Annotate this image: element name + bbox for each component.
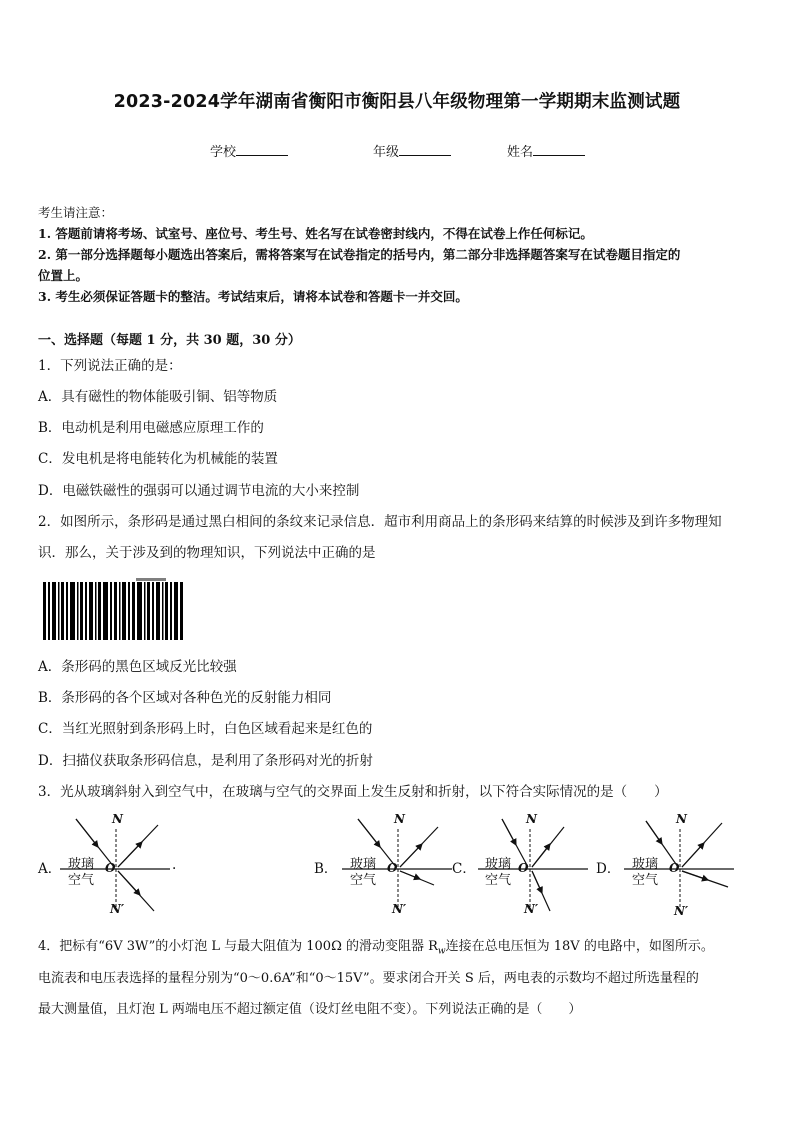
q1-option-d: D．电磁铁磁性的强弱可以通过调节电流的大小来控制 bbox=[38, 483, 360, 499]
page-title: 2023-2024学年湖南省衡阳市衡阳县八年级物理第一学期期末监测试题 bbox=[113, 92, 681, 112]
section-heading: 一、选择题（每题 1 分，共 30 题，30 分） bbox=[38, 333, 301, 348]
q3-b-glass-label: 玻璃 bbox=[350, 857, 377, 872]
notice-item-3: 3. 考生必须保证答题卡的整洁。考试结束后，请将本试卷和答题卡一并交回。 bbox=[38, 289, 468, 304]
q3-a-normal-bottom: N′ bbox=[110, 902, 125, 916]
q3-d-point: O bbox=[669, 861, 680, 875]
q1-option-b: B．电动机是利用电磁感应原理工作的 bbox=[38, 420, 264, 436]
q3-c-air-label: 空气 bbox=[485, 873, 512, 888]
q3-c-normal-top: N bbox=[526, 812, 537, 826]
q3-c-normal-bottom: N′ bbox=[524, 902, 539, 916]
notice-heading: 考生请注意： bbox=[38, 205, 114, 220]
q4-line1 bbox=[38, 935, 714, 957]
q1-option-a: A．具有磁性的物体能吸引铜、铝等物质 bbox=[38, 389, 278, 405]
name-field[interactable] bbox=[507, 141, 585, 160]
q2-option-d: D．扫描仪获取条形码信息，是利用了条形码对光的折射 bbox=[38, 753, 373, 769]
q3-d-glass-label: 玻璃 bbox=[632, 857, 659, 872]
notice-item-2: 2. 第一部分选择题每小题选出答案后，需将答案写在试卷指定的括号内，第二部分非选择题答案写在试卷题目指定的 bbox=[38, 247, 681, 262]
q3-a-point: O bbox=[105, 861, 116, 875]
notice-item-2-cont: 位置上。 bbox=[38, 268, 89, 283]
school-field[interactable] bbox=[210, 141, 288, 160]
school-blank[interactable] bbox=[236, 143, 288, 156]
q3-b-air-label: 空气 bbox=[350, 873, 377, 888]
q2-option-b: B．条形码的各个区域对各种色光的反射能力相同 bbox=[38, 690, 332, 706]
q3-c-glass-label: 玻璃 bbox=[485, 857, 512, 872]
q2-option-a: A．条形码的黑色区域反光比较强 bbox=[38, 659, 237, 675]
grade-blank[interactable] bbox=[399, 143, 451, 156]
name-blank[interactable] bbox=[533, 143, 585, 156]
q1-option-c: C．发电机是将电能转化为机械能的装置 bbox=[38, 451, 278, 467]
q3-a-normal-top: N bbox=[112, 812, 123, 826]
q4-line1-a: 4．把标有“6V 3W”的小灯泡 L 与最大阻值为 100Ω 的滑动变阻器 R bbox=[38, 939, 438, 954]
notice-item-1: 1. 答题前请将考场、试室号、座位号、考生号、姓名写在试卷密封线内，不得在试卷上作任何标记。 bbox=[38, 226, 593, 241]
q3-label-d: D． bbox=[596, 861, 621, 877]
q3-d-normal-bottom: N′ bbox=[674, 904, 689, 918]
q3-b-normal-top: N bbox=[394, 812, 405, 826]
grade-label: 年级 bbox=[373, 145, 400, 160]
q4-line1-b: 连接在总电压恒为 18V 的电路中，如图所示。 bbox=[445, 939, 714, 954]
q3-a-glass-label: 玻璃 bbox=[68, 857, 95, 872]
q3-a-air-label: 空气 bbox=[68, 873, 95, 888]
q1-stem: 1．下列说法正确的是： bbox=[38, 358, 182, 374]
school-label: 学校 bbox=[210, 145, 237, 160]
q3-b-point: O bbox=[387, 861, 398, 875]
q3-label-c: C． bbox=[452, 861, 476, 877]
q3-label-a: A． bbox=[38, 861, 62, 877]
q3-label-b: B． bbox=[314, 861, 338, 877]
q3-d-normal-top: N bbox=[676, 812, 687, 826]
grade-field[interactable] bbox=[373, 141, 451, 160]
q4-line2: 电流表和电压表选择的量程分别为“0～0.6A”和“0～15V”。要求闭合开关 S 后，两电表的示数均不超过所选量程的 bbox=[38, 971, 699, 986]
q4-rw-subscript: w bbox=[437, 946, 446, 957]
q2-stem-line2: 识．那么，关于涉及到的物理知识，下列说法中正确的是 bbox=[38, 545, 376, 561]
q3-d-air-label: 空气 bbox=[632, 873, 659, 888]
q3-b-normal-bottom: N′ bbox=[392, 902, 407, 916]
q2-option-c: C．当红光照射到条形码上时，白色区域看起来是红色的 bbox=[38, 721, 373, 737]
q3-stem: 3．光从玻璃斜射入到空气中，在玻璃与空气的交界面上发生反射和折射，以下符合实际情况的是（ ） bbox=[38, 784, 668, 800]
q3-c-point: O bbox=[518, 861, 529, 875]
q3-label-a-dot: . bbox=[172, 857, 177, 873]
barcode-image bbox=[41, 578, 187, 642]
q2-stem-line1: 2．如图所示，条形码是通过黑白相间的条纹来记录信息．超市利用商品上的条形码来结算的时候涉及到许多物理知 bbox=[38, 514, 722, 530]
q4-line3: 最大测量值，且灯泡 L 两端电压不超过额定值（设灯丝电阻不变）。下列说法正确的是（ ） bbox=[38, 1002, 582, 1017]
name-label: 姓名 bbox=[507, 145, 534, 160]
